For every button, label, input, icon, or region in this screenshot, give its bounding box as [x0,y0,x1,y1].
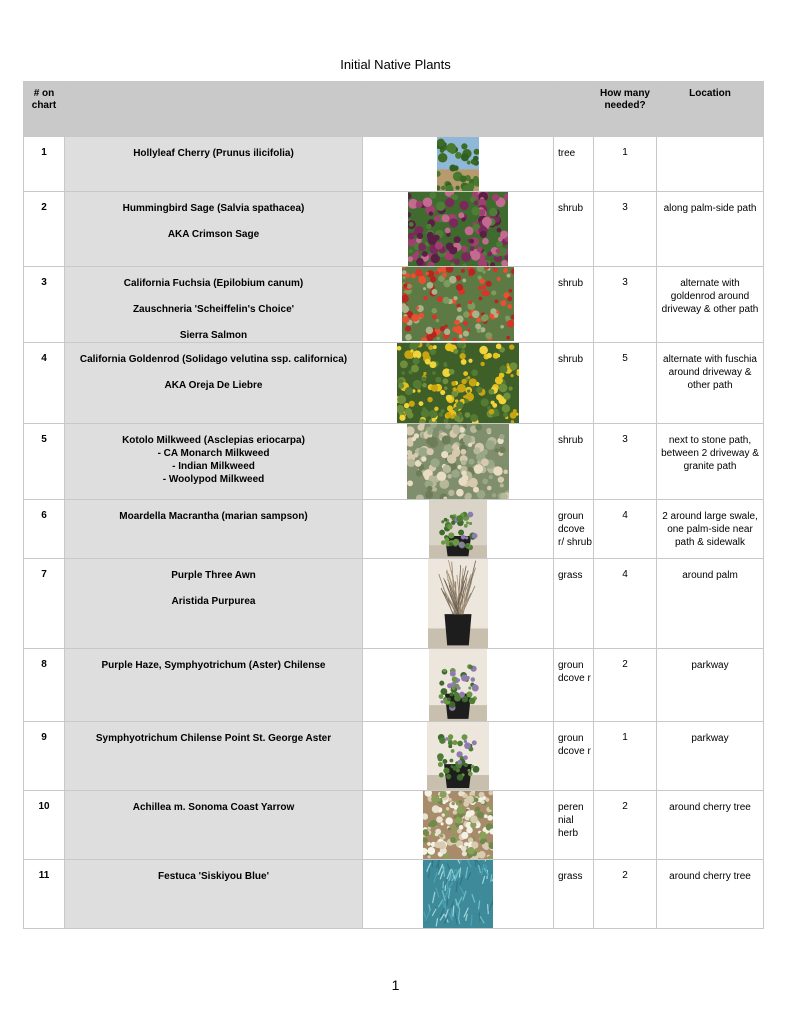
plant-photo-cell [363,559,554,649]
row-number: 6 [24,500,65,559]
plant-name-cell [65,137,363,192]
plant-name-line: Achillea m. Sonoma Coast Yarrow [132,802,295,813]
plant-type: shrub [554,424,594,500]
plant-count: 1 [594,722,657,791]
row-number: 2 [24,192,65,267]
row-number: 3 [24,267,65,343]
plant-name-cell [65,424,363,500]
header-image [363,82,554,137]
header-count: How many needed? [594,82,657,137]
plant-name-line: Hummingbird Sage (Salvia spathacea) [122,203,305,214]
row-number: 10 [24,791,65,860]
table-row [24,500,764,559]
plant-type: shrub [554,192,594,267]
plant-location: alternate with goldenrod around driveway & other path [657,267,764,343]
purple-flowering-sage-photo [408,192,508,266]
plant-count: 2 [594,860,657,929]
plant-count: 3 [594,192,657,267]
plant-location: next to stone path, between 2 driveway & granite path [657,424,764,500]
plant-photo-cell [363,343,554,424]
table-row [24,860,764,929]
plant-name-line: Zauschneria 'Scheiffelin's Choice' [132,304,295,315]
plant-type: groun dcove r [554,649,594,722]
plant-photo-cell [363,137,554,192]
plant-count: 1 [594,137,657,192]
plant-name-cell [65,500,363,559]
plant-location: parkway [657,649,764,722]
plant-photo-cell [363,649,554,722]
row-number: 5 [24,424,65,500]
plant-name-cell [65,343,363,424]
plant-type: grass [554,559,594,649]
page-number: 1 [391,977,400,993]
plant-name-line: California Goldenrod (Solidago velutina ssp. californica) [79,354,348,365]
plant-photo-cell [363,424,554,500]
plant-location [657,137,764,192]
plant-name-cell [65,791,363,860]
row-number: 9 [24,722,65,791]
row-number: 1 [24,137,65,192]
header-location: Location [657,82,764,137]
plant-name-line: Sierra Salmon [179,330,248,341]
milkweed-photo [407,424,509,499]
table-row [24,424,764,500]
plant-type: grass [554,860,594,929]
plant-name-line: AKA Crimson Sage [167,229,260,240]
red-flowering-fuchsia-photo [402,267,514,341]
potted-plant-photo [429,500,487,558]
plant-name-line: Festuca 'Siskiyou Blue' [158,871,269,882]
plant-name-cell [65,649,363,722]
plant-name-line: - Indian Milkweed [172,461,255,472]
plant-type: groun dcove r/ shrub [554,500,594,559]
table-row [24,137,764,192]
plant-photo-cell [363,500,554,559]
row-number: 8 [24,649,65,722]
table-row [24,267,764,343]
plant-location: along palm-side path [657,192,764,267]
row-number: 11 [24,860,65,929]
plant-type: shrub [554,267,594,343]
blue-fescue-photo [423,860,493,928]
plants-table [23,81,764,929]
plant-name-cell [65,192,363,267]
plant-location: around cherry tree [657,860,764,929]
plant-type: shrub [554,343,594,424]
white-yarrow-photo [423,791,493,859]
plant-location: 2 around large swale, one palm-side near path & sidewalk [657,500,764,559]
plant-name-line: Symphyotrichum Chilense Point St. George Aster [95,733,332,744]
table-row [24,559,764,649]
plant-type: peren nial herb [554,791,594,860]
plant-name-line: Kotolo Milkweed (Asclepias eriocarpa) [122,435,305,446]
row-number: 4 [24,343,65,424]
plant-count: 4 [594,500,657,559]
yellow-goldenrod-photo [397,343,519,423]
table-row [24,791,764,860]
table-header-row [24,82,764,137]
plant-location: parkway [657,722,764,791]
plant-photo-cell [363,860,554,929]
table-row [24,343,764,424]
plant-photo-cell [363,267,554,343]
plant-name-line: - Woolypod Milkweed [162,474,265,485]
plant-photo-cell [363,722,554,791]
plant-name-line: Hollyleaf Cherry (Prunus ilicifolia) [133,148,294,159]
table-row [24,649,764,722]
header-type [554,82,594,137]
plant-name-cell [65,722,363,791]
table-row [24,722,764,791]
plant-name-cell [65,267,363,343]
plant-type: tree [554,137,594,192]
plant-name-line: - CA Monarch Milkweed [157,448,270,459]
potted-aster-photo-2 [427,722,489,790]
plant-name-line: Moardella Macrantha (marian sampson) [119,511,308,522]
plant-type: groun dcove r [554,722,594,791]
row-number: 7 [24,559,65,649]
plant-count: 4 [594,559,657,649]
plant-count: 3 [594,267,657,343]
plant-name-cell [65,860,363,929]
page-title: Initial Native Plants [340,57,451,72]
header-name [65,82,363,137]
header-num: # on chart [24,82,65,137]
plant-count: 2 [594,649,657,722]
plant-count: 5 [594,343,657,424]
plant-location: around palm [657,559,764,649]
plant-count: 3 [594,424,657,500]
plant-name-line: California Fuchsia (Epilobium canum) [123,278,304,289]
potted-aster-photo [429,649,487,721]
plant-name-line: AKA Oreja De Liebre [164,380,263,391]
small-tree-photo [437,137,479,191]
plant-location: alternate with fuschia around driveway & other path [657,343,764,424]
plant-name-line: Purple Haze, Symphyotrichum (Aster) Chilense [101,660,326,671]
plant-location: around cherry tree [657,791,764,860]
plant-name-line: Aristida Purpurea [171,596,256,607]
table-row [24,192,764,267]
potted-grass-photo [428,559,488,648]
plant-count: 2 [594,791,657,860]
plant-name-line: Purple Three Awn [171,570,256,581]
plant-name-cell [65,559,363,649]
plant-photo-cell [363,791,554,860]
plant-photo-cell [363,192,554,267]
